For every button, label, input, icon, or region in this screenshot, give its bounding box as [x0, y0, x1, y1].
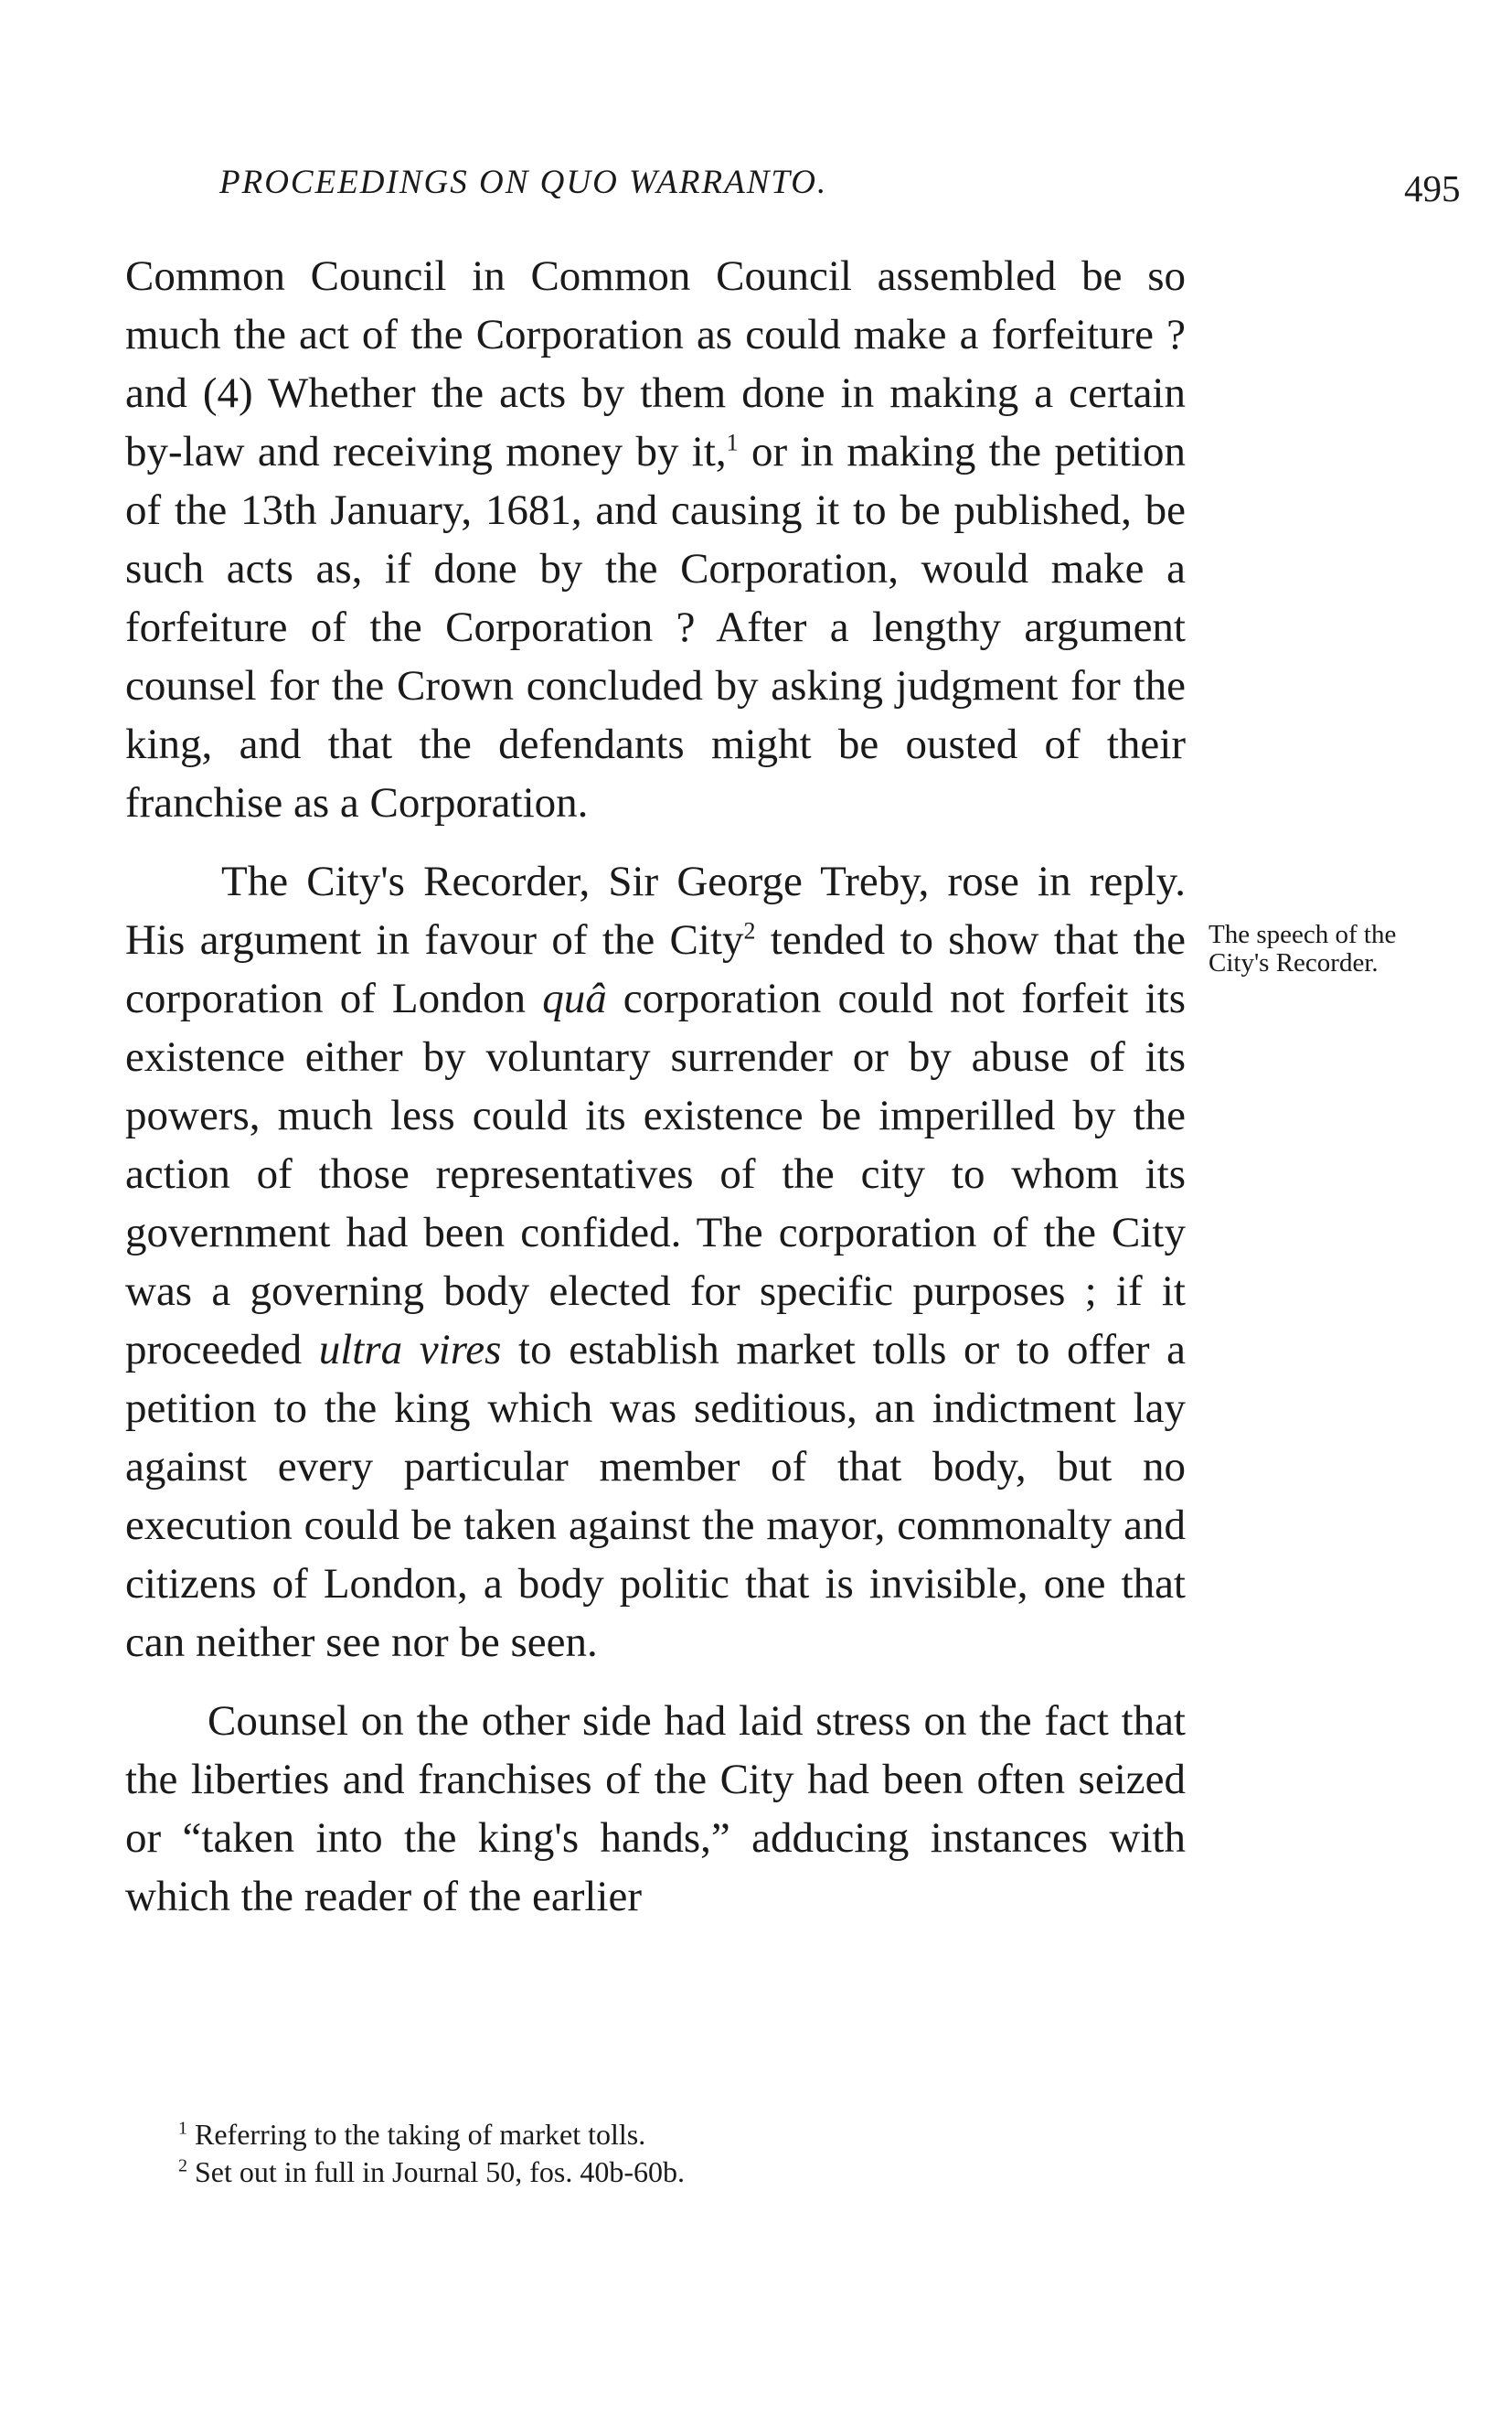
footnote-2	[178, 2153, 1138, 2191]
main-text	[125, 247, 1186, 1926]
footnote-1-marker: 1	[178, 2118, 187, 2139]
paragraph-2-text-b: tended to show that the corporation of London	[125, 916, 1187, 1022]
paragraph-1-text-a: Common Council in Common Council assembled be so much the act of the Corporation as could make a forfeiture ? and (4) Whether the acts by them done in making a certain by-law and receiving money by it,	[125, 252, 1186, 476]
paragraph-2	[125, 852, 1186, 1672]
footnote-ref-2: 2	[743, 917, 756, 945]
latin-ultra-vires: ultra vires	[318, 1326, 502, 1373]
footnote-2-marker: 2	[178, 2155, 187, 2176]
page-number: 495	[1404, 167, 1461, 209]
paragraph-3: Counsel on the other side had laid stress on the fact that the liberties and franchises of the City had been often seized or “taken into the king's hands,” adducing instances with which the reader of the earlier	[125, 1697, 1186, 1920]
latin-qua: quâ	[542, 975, 607, 1022]
footnote-2-text: Set out in full in Journal 50, fos. 40b-60b.	[187, 2155, 685, 2188]
paragraph-2-text-c: corporation could not forfeit its existence either by voluntary surrender or by abuse of its powers, much less could its existence be imperilled by the action of those representatives of the city to whom its government had been confided. The corporation of the City was a governing body elected for specific purposes ; if it proceeded	[125, 975, 1186, 1373]
footnote-ref-1: 1	[726, 429, 739, 456]
marginal-note: The speech of the City's Recorder.	[1209, 920, 1397, 978]
paragraph-1-text-b: or in making the petition of the 13th January, 1681, and causing it to be published, be such acts as, if done by the Corporation, would make a forfeiture of the Corporation ? After a lengthy argument counsel for the Crown concluded by asking judgment for the king, and that the defendants might be ousted of their franchise as a Corporation.	[125, 428, 1186, 827]
footnote-1-text: Referring to the taking of market tolls.	[187, 2118, 646, 2151]
footnotes	[178, 2116, 1138, 2191]
running-title: PROCEEDINGS ON QUO WARRANTO.	[219, 164, 828, 201]
paragraph-2-text-a: The City's Recorder, Sir George Treby, rose in reply. His argument in favour of the City	[125, 858, 1186, 964]
paragraph-1	[125, 247, 1186, 832]
paragraph-2-text-d: to establish market tolls or to offer a petition to the king which was seditious, an indictment lay against every particular member of that body, but no execution could be taken against the mayor, commonalty and citizens of London, a body politic that is invisible, one that can neither see nor be seen.	[125, 1326, 1186, 1666]
footnote-1	[178, 2116, 1138, 2153]
